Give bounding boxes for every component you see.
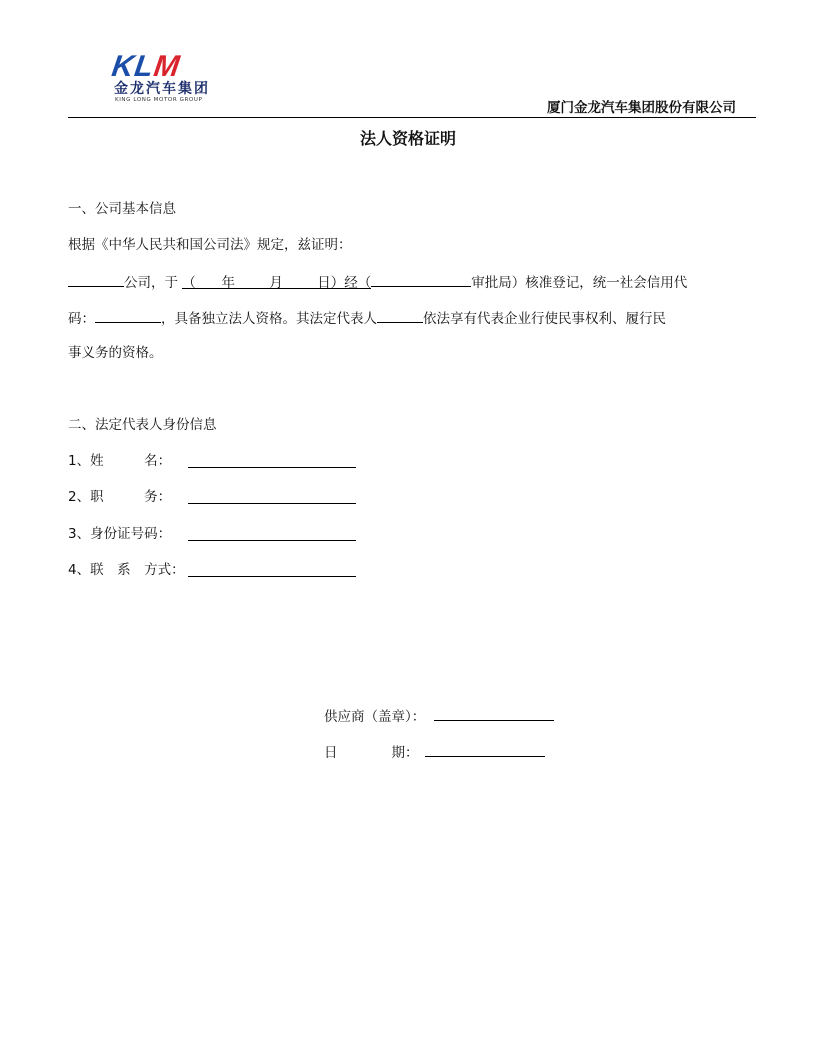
logo-chinese-name: 金龙汽车集团 — [114, 81, 210, 97]
document-title: 法人资格证明 — [359, 129, 456, 148]
field-id-number-blank — [188, 540, 356, 541]
paragraph-line-3: 事义务的资格。 — [68, 345, 163, 361]
date-label: 日 期： — [324, 745, 419, 761]
p1-month: 月 — [269, 275, 283, 291]
date-blank — [425, 742, 545, 757]
paragraph-line-2 — [68, 308, 666, 328]
field-name-blank — [188, 467, 356, 468]
p2-rights: 依法享有代表企业行使民事权利、履行民 — [423, 311, 666, 327]
legal-rep-blank — [377, 308, 423, 323]
field-position-blank — [188, 503, 356, 504]
field-name — [68, 452, 171, 470]
field-contact-label: 4、联 系 方式： — [68, 562, 185, 578]
credit-code-blank — [95, 308, 161, 323]
field-contact — [68, 561, 185, 579]
company-blank — [68, 272, 124, 287]
p2-code-label: 码： — [68, 311, 95, 327]
p1-day: 日）经（ — [317, 275, 372, 291]
logo-wordmark-kl: KL — [109, 50, 157, 83]
section1-intro: 根据《中华人民共和国公司法》规定，兹证明： — [68, 237, 352, 253]
logo-english-name: KING LONG MOTOR GROUP — [115, 97, 203, 103]
p1-company: 公司，于 — [124, 275, 178, 291]
field-id-number-label: 3、身份证号码： — [68, 526, 172, 542]
field-contact-blank — [188, 576, 356, 577]
logo-wordmark — [110, 52, 182, 82]
header-company-name: 厦门金龙汽车集团股份有限公司 — [547, 100, 736, 116]
p2-independent: ，具备独立法人资格。其法定代表人 — [161, 311, 377, 327]
field-position — [68, 488, 171, 506]
section1-heading: 一、公司基本信息 — [68, 201, 176, 217]
section2-heading: 二、法定代表人身份信息 — [68, 417, 217, 433]
date-row — [324, 742, 545, 762]
date-underline — [182, 274, 371, 289]
header-divider — [68, 117, 756, 118]
supplier-seal-blank — [434, 706, 554, 721]
field-position-label: 2、职 务： — [68, 489, 172, 505]
p1-authority: 审批局）核准登记，统一社会信用代 — [471, 275, 688, 291]
paragraph-line-1 — [68, 272, 687, 292]
p1-year: 年 — [221, 275, 236, 291]
company-logo — [109, 50, 242, 103]
field-id-number — [68, 525, 171, 543]
logo-wordmark-m: M — [151, 50, 183, 83]
p1-open: （ — [182, 275, 196, 291]
supplier-seal-label: 供应商（盖章）： — [324, 709, 426, 725]
field-name-label: 1、姓 名： — [68, 453, 172, 469]
authority-blank — [371, 272, 471, 287]
supplier-seal-row — [324, 706, 554, 726]
